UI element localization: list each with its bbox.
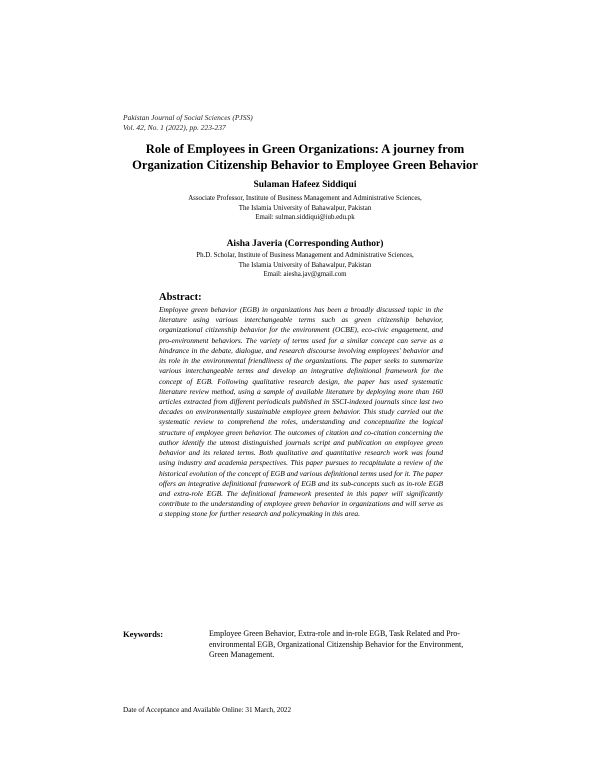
author-name: Aisha Javeria (Corresponding Author) bbox=[226, 239, 384, 249]
acceptance-date: Date of Acceptance and Available Online: 31 March, 2022 bbox=[123, 706, 292, 714]
journal-volume: Vol. 42, No. 1 (2022), pp. 223-237 bbox=[123, 123, 226, 132]
keywords-label: Keywords: bbox=[123, 629, 164, 639]
paper-title-line-1: Role of Employees in Green Organizations: A journey from bbox=[145, 142, 465, 156]
paper-title-line-2: Organization Citizenship Behavior to Employee Green Behavior bbox=[132, 158, 478, 172]
author-2 bbox=[90, 238, 520, 280]
abstract-section bbox=[159, 292, 443, 520]
keywords-text: Employee Green Behavior, Extra-role and in-role EGB, Task Related and Pro-environmental EGB, Organizational Citizenship Behavior for the Environment, Green Management. bbox=[209, 629, 464, 659]
paper-title bbox=[90, 141, 520, 173]
journal-name: Pakistan Journal of Social Sciences (PJSS) bbox=[123, 113, 253, 122]
abstract-text: Employee green behavior (EGB) in organizations has been a broadly discussed topic in the literature using various interchangeable terms such as green citizenship behavior, organizational citizenship behavior for the environment (OCBE), eco-civic engagement, and pro-environment behaviors. The variety of terms used for a similar concept can serve as a hindrance in the debate, dialogue, and research discourse involving employees' behavior and its role in the environmental friendliness of the organizations. The paper seeks to summarize various interchangeable terms and develop an integrative definitional framework for the concept of EGB. Following qualitative research design, the paper has used systematic literature review method, using a sample of available literature by deploying more than 160 articles extracted from different periodicals published in SSCI-indexed journals since last two decades on environmentally sustainable employee green behavior. This study carried out the systematic review to comprehend the roles, understanding and conceptualize the logical structure of employee green behavior. The outcomes of citation and co-citation concerning the author identify the utmost distinguished journals script and publication on employee green behavior and its related terms. Both qualitative and quantitative research work was found using industry and academia perspectives. This paper pursues to recapitulate a review of the historical evolution of the concept of EGB and various definitional terms used for it. The paper offers an integrative definitional framework of EGB and its sub-concepts such as in-role EGB and extra-role EGB. The definitional framework presented in this paper will significantly contribute to the understanding of employee green behavior in organizations and will serve as a stepping stone for further research and policymaking in this area. bbox=[159, 305, 443, 519]
author-name: Sulaman Hafeez Siddiqui bbox=[253, 180, 357, 190]
author-email: Email: sulman.siddiqui@iub.edu.pk bbox=[255, 214, 355, 222]
author-university: The Islamia University of Bahawalpur, Pakistan bbox=[238, 261, 372, 269]
author-university: The Islamia University of Bahawalpur, Pakistan bbox=[238, 204, 372, 212]
abstract-heading: Abstract: bbox=[159, 292, 202, 303]
author-affiliation: Associate Professor, Institute of Business Management and Administrative Sciences, bbox=[188, 195, 422, 202]
author-affiliation: Ph.D. Scholar, Institute of Business Management and Administrative Sciences, bbox=[196, 252, 414, 259]
author-email: Email: aiesha.jav@gmail.com bbox=[263, 271, 347, 279]
journal-info bbox=[123, 113, 253, 133]
author-1 bbox=[90, 179, 520, 223]
